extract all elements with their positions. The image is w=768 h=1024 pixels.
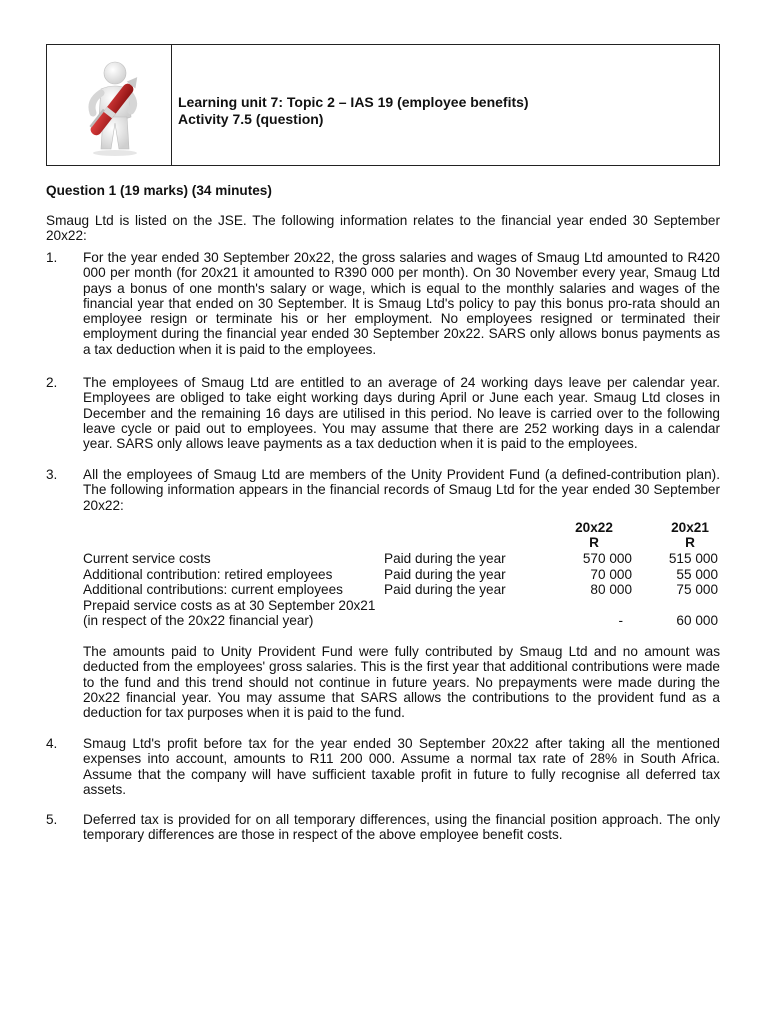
- table-cell-2021: 60 000: [676, 613, 718, 628]
- header-box: [46, 44, 720, 166]
- header-divider: [171, 45, 172, 165]
- list-item-5: [46, 812, 720, 843]
- list-item-2: [46, 375, 720, 451]
- table-row: [83, 613, 723, 628]
- header-title-line1: Learning unit 7: Topic 2 – IAS 19 (employee benefits): [178, 94, 529, 110]
- list-item-3-continued: [46, 644, 720, 720]
- item-number: 2.: [46, 375, 58, 390]
- table-header-currency: R: [589, 535, 599, 551]
- table-cell-2021: 75 000: [676, 582, 718, 597]
- table-header-2022: [559, 520, 629, 551]
- question-intro: Smaug Ltd is listed on the JSE. The following information relates to the financial year ended 30 September 20x22:: [46, 213, 720, 244]
- table-cell-note: Paid during the year: [384, 551, 506, 566]
- table-cell-2021: 55 000: [676, 566, 718, 582]
- table-header-2021: [655, 520, 725, 551]
- item-number: 5.: [46, 812, 58, 827]
- table-cell-label: (in respect of the 20x22 financial year): [83, 613, 314, 628]
- list-item-1: [46, 250, 720, 357]
- table-cell-label: Current service costs: [83, 551, 211, 566]
- question-title: Question 1 (19 marks) (34 minutes): [46, 183, 272, 198]
- table-cell-2022: -: [618, 613, 623, 628]
- table-cell-note: Paid during the year: [384, 582, 506, 597]
- item-number: 4.: [46, 736, 58, 751]
- item-text: Deferred tax is provided for on all temporary differences, using the financial position approach. The only temporary differences are those in respect of the above employee benefit costs.: [83, 812, 720, 843]
- item-text: The amounts paid to Unity Provident Fund were fully contributed by Smaug Ltd and no amount was deducted from the employees' gross salaries. This is the first year that additional contributions were made to the fund and this trend should not continue in future years. No prepayments were made during the 20x22 financial year. You may assume that SARS allows the contributions to the provident fund as a deduction for tax purposes when it is paid to the fund.: [83, 644, 720, 721]
- list-item-3: [46, 467, 720, 513]
- table-cell-label: Additional contribution: retired employees: [83, 566, 333, 582]
- table-cell-2022: 570 000: [582, 551, 632, 566]
- table-header-currency: R: [685, 535, 695, 551]
- item-text: For the year ended 30 September 20x22, the gross salaries and wages of Smaug Ltd amounted to R420 000 per month (for 20x21 it amounted to R390 000 per month). On 30 November every year, Smaug Ltd pays a bonus of one month's salary or wage, which is equal to the monthly salaries and wages of the financial year that ended on 30 September. It is Smaug Ltd's policy to pay this bonus pro-rata should an employee resign or terminate his or her employment. No employees resigned or terminated their employment during the financial year ended 30 September 20x22. SARS only allows bonus payments as a tax deduction when it is paid to the employees.: [83, 250, 720, 357]
- table-header-year: 20x22: [575, 520, 613, 535]
- item-text: Smaug Ltd's profit before tax for the year ended 30 September 20x22 after taking all the mentioned expenses into account, amounts to R11 200 000. Assume a normal tax rate of 28% in South Africa. Assume that the company will have sufficient taxable profit in future to fully recognise all deferred tax assets.: [83, 736, 720, 797]
- header-title-line2: Activity 7.5 (question): [178, 111, 324, 127]
- table-cell-2021: 515 000: [668, 551, 718, 566]
- item-number: 3.: [46, 467, 58, 482]
- table-cell-label: Additional contributions: current employees: [83, 582, 343, 597]
- table-row: [83, 582, 723, 597]
- table-cell-note: Paid during the year: [384, 566, 506, 582]
- table-row: [83, 598, 723, 613]
- header-title: [178, 94, 529, 128]
- table-row: [83, 567, 723, 582]
- item-text: The employees of Smaug Ltd are entitled to an average of 24 working days leave per calendar year. Employees are obliged to take eight working days during April or June each year. Smaug Ltd closes in December and the remaining 16 days are utilised in this period. No leave is carried over to the following leave cycle or paid out to employees. You may assume that there are 252 working days in a calendar year. SARS only allows leave payments as a tax deduction when it is paid to the employees.: [83, 375, 720, 452]
- table-cell-2022: 80 000: [590, 582, 632, 597]
- table-row: [83, 551, 723, 566]
- item-text: All the employees of Smaug Ltd are members of the Unity Provident Fund (a defined-contribution plan). The following information appears in the financial records of Smaug Ltd for the year ended 30 September 20x22:: [83, 467, 720, 513]
- item-number: 1.: [46, 250, 58, 265]
- table-header-year: 20x21: [671, 520, 709, 535]
- list-item-4: [46, 736, 720, 797]
- table-cell-label: Prepaid service costs as at 30 September 20x21: [83, 597, 376, 613]
- person-with-pen-icon: [63, 53, 159, 159]
- table-cell-2022: 70 000: [590, 566, 632, 582]
